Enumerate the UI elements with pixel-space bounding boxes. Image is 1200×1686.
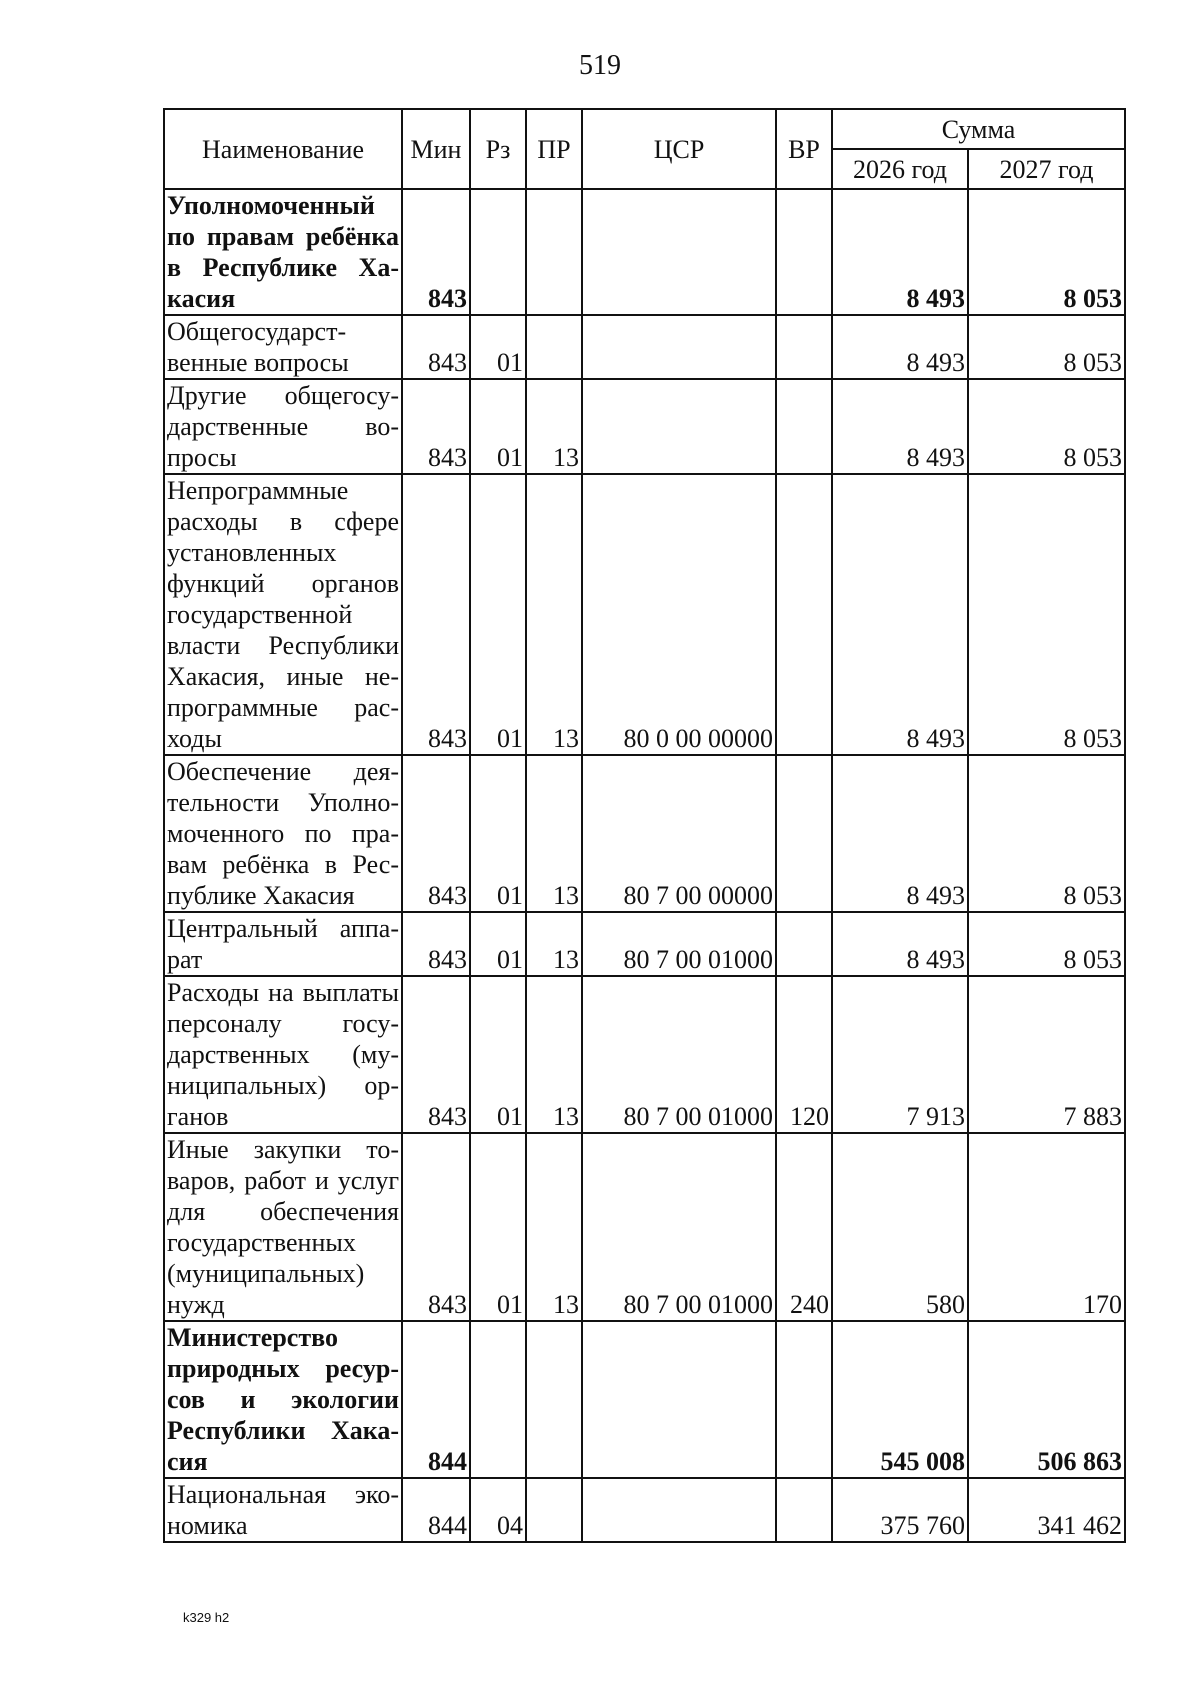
- row-sum-2027: 341 462: [968, 1478, 1125, 1542]
- header-year-2026: 2026 год: [832, 149, 968, 189]
- row-sum-2026: 375 760: [832, 1478, 968, 1542]
- row-rz: 04: [470, 1478, 526, 1542]
- row-vr: 240: [776, 1133, 832, 1321]
- row-csr: [582, 379, 776, 474]
- header-row: [164, 109, 1125, 149]
- table-body: [164, 189, 1125, 1542]
- row-name: Национальная экономика: [164, 1478, 402, 1542]
- header-pr: ПР: [526, 109, 582, 189]
- row-min: 843: [402, 912, 470, 976]
- row-csr: [582, 1321, 776, 1478]
- row-sum-2026: 8 493: [832, 755, 968, 912]
- row-csr: 80 7 00 01000: [582, 1133, 776, 1321]
- table-row: [164, 912, 1125, 976]
- page-number: 519: [579, 50, 621, 81]
- header-rz: Рз: [470, 109, 526, 189]
- row-name: Обеспечение деятельности Уполномоченного по правам ребёнка в Республике Хакасия: [164, 755, 402, 912]
- row-rz: 01: [470, 315, 526, 379]
- row-sum-2026: 8 493: [832, 315, 968, 379]
- row-csr: 80 7 00 00000: [582, 755, 776, 912]
- row-vr: [776, 474, 832, 755]
- row-sum-2027: 8 053: [968, 189, 1125, 315]
- header-csr: ЦСР: [582, 109, 776, 189]
- table-row: [164, 189, 1125, 315]
- table-row: [164, 1133, 1125, 1321]
- row-vr: [776, 912, 832, 976]
- row-vr: 120: [776, 976, 832, 1133]
- row-name: Иные закупки товаров, работ и услуг для обеспечения государственных (муниципальных) нужд: [164, 1133, 402, 1321]
- row-pr: [526, 1478, 582, 1542]
- row-vr: [776, 755, 832, 912]
- row-rz: 01: [470, 976, 526, 1133]
- row-min: 843: [402, 1133, 470, 1321]
- row-pr: [526, 1321, 582, 1478]
- row-sum-2027: 8 053: [968, 912, 1125, 976]
- row-sum-2026: 7 913: [832, 976, 968, 1133]
- row-sum-2027: 8 053: [968, 474, 1125, 755]
- table-row: [164, 976, 1125, 1133]
- row-csr: 80 0 00 00000: [582, 474, 776, 755]
- header-vr: ВР: [776, 109, 832, 189]
- row-pr: 13: [526, 912, 582, 976]
- row-name: Общегосударственные вопросы: [164, 315, 402, 379]
- footer-code: k329 h2: [183, 1610, 230, 1625]
- row-sum-2027: 8 053: [968, 755, 1125, 912]
- row-pr: 13: [526, 755, 582, 912]
- row-csr: 80 7 00 01000: [582, 912, 776, 976]
- row-name: Уполномоченный по правам ребёнка в Республике Хакасия: [164, 189, 402, 315]
- header-min: Мин: [402, 109, 470, 189]
- row-name: Непрограммные расходы в сфере установленных функций органов государственной власти Республики Хакасия, иные непрограммные расходы: [164, 474, 402, 755]
- row-pr: 13: [526, 976, 582, 1133]
- row-sum-2026: 8 493: [832, 189, 968, 315]
- row-pr: [526, 189, 582, 315]
- row-pr: [526, 315, 582, 379]
- table-row: [164, 1478, 1125, 1542]
- header-name: Наименование: [164, 109, 402, 189]
- row-min: 844: [402, 1321, 470, 1478]
- row-rz: 01: [470, 1133, 526, 1321]
- row-rz: 01: [470, 755, 526, 912]
- row-csr: [582, 189, 776, 315]
- row-sum-2027: 506 863: [968, 1321, 1125, 1478]
- row-sum-2027: 8 053: [968, 379, 1125, 474]
- row-sum-2027: 8 053: [968, 315, 1125, 379]
- row-min: 843: [402, 379, 470, 474]
- row-vr: [776, 1478, 832, 1542]
- row-min: 843: [402, 755, 470, 912]
- header-sum: Сумма: [832, 109, 1125, 149]
- header-year-2027: 2027 год: [968, 149, 1125, 189]
- row-min: 844: [402, 1478, 470, 1542]
- row-rz: [470, 1321, 526, 1478]
- row-csr: [582, 315, 776, 379]
- row-sum-2026: 8 493: [832, 474, 968, 755]
- row-name: Расходы на выплаты персоналу государственных (муниципальных) органов: [164, 976, 402, 1133]
- table-row: [164, 379, 1125, 474]
- table-row: [164, 755, 1125, 912]
- row-csr: 80 7 00 01000: [582, 976, 776, 1133]
- row-min: 843: [402, 189, 470, 315]
- row-sum-2026: 545 008: [832, 1321, 968, 1478]
- row-min: 843: [402, 976, 470, 1133]
- row-sum-2026: 8 493: [832, 379, 968, 474]
- row-sum-2027: 170: [968, 1133, 1125, 1321]
- row-rz: 01: [470, 912, 526, 976]
- row-rz: 01: [470, 379, 526, 474]
- row-min: 843: [402, 315, 470, 379]
- row-pr: 13: [526, 474, 582, 755]
- row-name: Другие общегосударственные вопросы: [164, 379, 402, 474]
- row-min: 843: [402, 474, 470, 755]
- table-row: [164, 474, 1125, 755]
- row-name: Центральный аппарат: [164, 912, 402, 976]
- budget-table: [163, 108, 1126, 1543]
- row-rz: [470, 189, 526, 315]
- row-sum-2026: 580: [832, 1133, 968, 1321]
- table-row: [164, 315, 1125, 379]
- row-vr: [776, 379, 832, 474]
- row-pr: 13: [526, 1133, 582, 1321]
- row-sum-2026: 8 493: [832, 912, 968, 976]
- row-csr: [582, 1478, 776, 1542]
- row-pr: 13: [526, 379, 582, 474]
- row-vr: [776, 189, 832, 315]
- row-name: Министерство природных ресурсов и экологии Республики Хакасия: [164, 1321, 402, 1478]
- row-vr: [776, 315, 832, 379]
- row-vr: [776, 1321, 832, 1478]
- row-rz: 01: [470, 474, 526, 755]
- table-row: [164, 1321, 1125, 1478]
- row-sum-2027: 7 883: [968, 976, 1125, 1133]
